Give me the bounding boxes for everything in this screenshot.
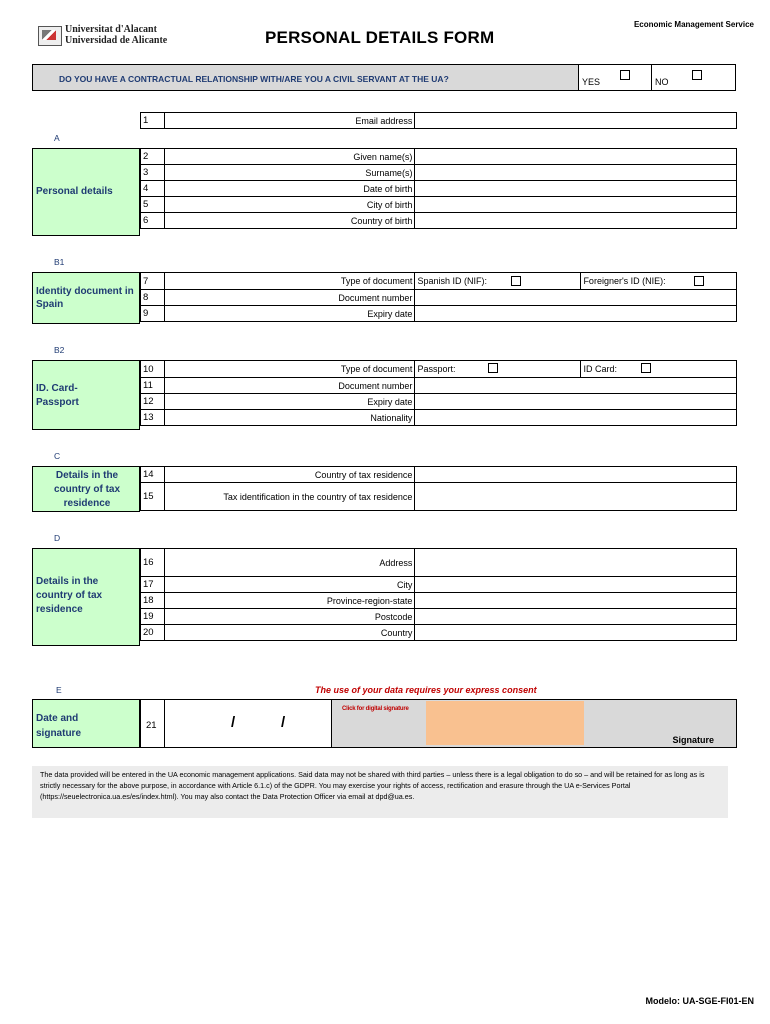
date-separator: / (281, 714, 286, 731)
service-name: Economic Management Service (633, 20, 754, 29)
signature-label: Signature (672, 735, 714, 745)
table-row (141, 410, 737, 426)
document-type-options (415, 361, 737, 378)
field-label: Expiry date (165, 394, 415, 410)
no-checkbox[interactable] (692, 70, 702, 80)
university-logo (38, 24, 178, 46)
table-row (141, 273, 737, 290)
table-row (141, 378, 737, 394)
table-row (141, 577, 737, 593)
field-label: Document number (165, 290, 415, 306)
row-number: 10 (141, 361, 165, 378)
signature-box[interactable] (426, 701, 584, 745)
field-label: Country (165, 625, 415, 641)
section-a-title (32, 148, 140, 236)
passport-option-label: Passport: (417, 364, 456, 374)
signature-row (140, 699, 737, 748)
id-card-checkbox[interactable] (641, 363, 651, 373)
section-title-text: Details in the country of tax residence (53, 470, 121, 509)
given-names-field[interactable] (415, 149, 737, 165)
table-row (141, 306, 737, 322)
section-title-line-2: Passport (36, 397, 79, 408)
table-row (141, 593, 737, 609)
row-number: 7 (141, 273, 165, 290)
form-model-code: Modelo: UA-SGE-FI01-EN (645, 996, 754, 1006)
row-number: 14 (141, 467, 165, 483)
signature-area (332, 700, 736, 747)
yes-checkbox[interactable] (620, 70, 630, 80)
row-number: 21 (141, 700, 165, 747)
field-label: Country of tax residence (165, 467, 415, 483)
field-label: City of birth (165, 197, 415, 213)
field-label: Date of birth (165, 181, 415, 197)
tax-residence-table (140, 466, 737, 511)
passport-checkbox[interactable] (488, 363, 498, 373)
province-field[interactable] (415, 593, 737, 609)
consent-notice: The use of your data requires your express consent (315, 685, 537, 695)
section-letter-b2: B2 (54, 345, 65, 355)
digital-signature-link[interactable]: Click for digital signature (342, 706, 409, 712)
postcode-field[interactable] (415, 609, 737, 625)
row-number: 11 (141, 378, 165, 394)
civil-servant-question (32, 64, 736, 91)
section-letter-b1: B1 (54, 257, 65, 267)
id-card-option-label: ID Card: (583, 364, 617, 374)
section-e-title (32, 699, 140, 748)
personal-details-table (140, 148, 737, 229)
nif-option-label: Spanish ID (NIF): (417, 276, 487, 286)
section-title-text (36, 382, 79, 410)
field-label: City (165, 577, 415, 593)
city-field[interactable] (415, 577, 737, 593)
row-number: 12 (141, 394, 165, 410)
nif-checkbox[interactable] (511, 276, 521, 286)
table-row (141, 113, 737, 129)
date-of-birth-field[interactable] (415, 181, 737, 197)
row-number: 16 (141, 549, 165, 577)
email-table (140, 112, 737, 129)
section-letter-d: D (54, 533, 61, 543)
row-number: 13 (141, 410, 165, 426)
section-c-title (32, 466, 140, 512)
yes-cell (578, 65, 651, 90)
row-number: 1 (141, 113, 165, 129)
table-row (141, 149, 737, 165)
field-label: Surname(s) (165, 165, 415, 181)
nie-option-label: Foreigner's ID (NIE): (583, 276, 666, 286)
row-number: 5 (141, 197, 165, 213)
row-number: 4 (141, 181, 165, 197)
yes-label: YES (582, 77, 601, 87)
country-of-birth-field[interactable] (415, 213, 737, 229)
field-label: Type of document (165, 361, 415, 378)
identity-document-table (140, 272, 737, 322)
row-number: 15 (141, 483, 165, 511)
table-row (141, 483, 737, 511)
document-number-field[interactable] (415, 290, 737, 306)
section-title-text: Date and signature (36, 713, 82, 739)
section-letter-e: E (56, 685, 62, 695)
page-title: PERSONAL DETAILS FORM (265, 28, 495, 47)
table-row (141, 197, 737, 213)
table-row (141, 290, 737, 306)
field-label: Given name(s) (165, 149, 415, 165)
data-protection-note: The data provided will be entered in the UA economic management applications. Said data may not be shared with third parties – unless there is a legal obligation to do so – and will be retained for as long as is strictly necessary for the above purpose, in accordance with Article 6.1.c) of the GDPR. You may exercise your rights of access, rectification and erasure through the UA e-Services Portal (https://seuelectronica.ua.es/es/index.html). You may also contact the Data Protection Officer via email at dpd@ua.es. (32, 766, 728, 818)
surnames-field[interactable] (415, 165, 737, 181)
row-number: 18 (141, 593, 165, 609)
nie-checkbox[interactable] (694, 276, 704, 286)
tax-country-field[interactable] (415, 467, 737, 483)
document-type-options (415, 273, 737, 290)
field-label: Province-region-state (165, 593, 415, 609)
field-label: Nationality (165, 410, 415, 426)
table-row (141, 549, 737, 577)
email-field[interactable] (415, 113, 737, 129)
field-label: Address (165, 549, 415, 577)
date-field[interactable] (165, 700, 332, 747)
section-b1-title (32, 272, 140, 324)
section-title-text: Personal details (36, 186, 113, 197)
table-row (141, 213, 737, 229)
no-label: NO (655, 77, 669, 87)
section-letter-a: A (54, 133, 60, 143)
row-number: 8 (141, 290, 165, 306)
section-b2-title (32, 360, 140, 430)
section-title-text: Details in the country of tax residence (36, 576, 103, 615)
table-row (141, 625, 737, 641)
row-number: 2 (141, 149, 165, 165)
field-label: Document number (165, 378, 415, 394)
row-number: 20 (141, 625, 165, 641)
field-label: Tax identification in the country of tax residence (165, 483, 415, 511)
nationality-field[interactable] (415, 410, 737, 426)
table-row (141, 609, 737, 625)
section-title-text: Identity document in Spain (36, 286, 134, 310)
address-field[interactable] (415, 549, 737, 577)
expiry-date-field[interactable] (415, 394, 737, 410)
document-number-field[interactable] (415, 378, 737, 394)
row-number: 19 (141, 609, 165, 625)
table-row (141, 394, 737, 410)
section-letter-c: C (54, 451, 61, 461)
field-label: Type of document (165, 273, 415, 290)
row-number: 17 (141, 577, 165, 593)
passport-table (140, 360, 737, 426)
date-separator: / (231, 714, 236, 731)
section-title-line-1: ID. Card- (36, 383, 78, 394)
question-text: DO YOU HAVE A CONTRACTUAL RELATIONSHIP WITH/ARE YOU A CIVIL SERVANT AT THE UA? (59, 74, 449, 84)
logo-line-1: Universitat d'Alacant (65, 24, 157, 35)
logo-text (65, 24, 167, 46)
country-field[interactable] (415, 625, 737, 641)
field-label: Postcode (165, 609, 415, 625)
city-of-birth-field[interactable] (415, 197, 737, 213)
table-row (141, 361, 737, 378)
row-number: 9 (141, 306, 165, 322)
table-row (141, 181, 737, 197)
field-label: Email address (165, 113, 415, 129)
no-cell (651, 65, 735, 90)
logo-line-2: Universidad de Alicante (65, 35, 168, 46)
row-number: 3 (141, 165, 165, 181)
row-number: 6 (141, 213, 165, 229)
field-label: Expiry date (165, 306, 415, 322)
field-label: Country of birth (165, 213, 415, 229)
table-row (141, 467, 737, 483)
expiry-date-field[interactable] (415, 306, 737, 322)
university-crest-icon (38, 26, 62, 46)
tax-id-field[interactable] (415, 483, 737, 511)
address-table (140, 548, 737, 641)
table-row (141, 165, 737, 181)
section-d-title (32, 548, 140, 646)
